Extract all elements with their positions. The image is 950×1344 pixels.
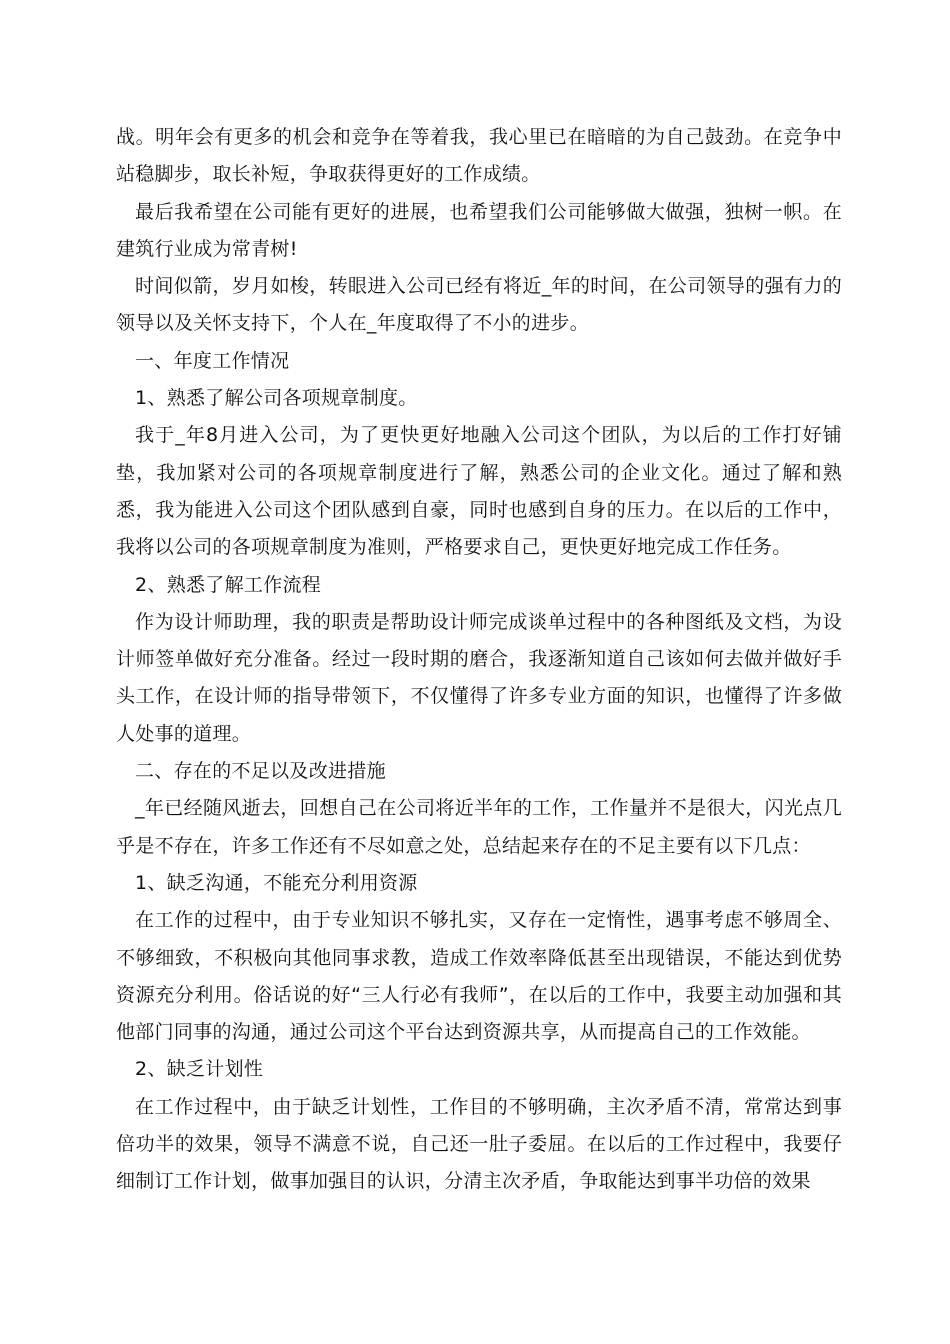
subheading-rules: 1、熟悉了解公司各项规章制度。	[135, 387, 418, 410]
document-body	[116, 119, 842, 1201]
paragraph-rules: 我于_年8月进入公司，为了更快更好地融入公司这个团队，为以后的工作打好铺垫，我加紧对公司的各项规章制度进行了解，熟悉公司的企业文化。通过了解和熟悉，我为能进入公司这个团队感到自豪，同时也感到自身的压力。在以后的工作中，我将以公司的各项规章制度为准则，严格要求自己，更快更好地完成工作任务。	[116, 424, 842, 559]
paragraph-intro: 时间似箭，岁月如梭，转眼进入公司已经有将近_年的时间，在公司领导的强有力的领导以及关怀支持下，个人在_年度取得了不小的进步。	[116, 275, 842, 335]
section-heading-shortcomings: 二、存在的不足以及改进措施	[135, 760, 386, 783]
paragraph-closing-wish: 最后我希望在公司能有更好的进展，也希望我们公司能够做大做强，独树一帜。在建筑行业成为常青树!	[116, 200, 842, 260]
subheading-workflow: 2、熟悉了解工作流程	[135, 573, 322, 596]
paragraph-workflow: 作为设计师助理，我的职责是帮助设计师完成谈单过程中的各种图纸及文档，为设计师签单做好充分准备。经过一段时期的磨合，我逐渐知道自己该如何去做并做好手头工作，在设计师的指导带领下，不仅懂得了许多专业方面的知识，也懂得了许多做人处事的道理。	[116, 610, 842, 745]
subheading-planning: 2、缺乏计划性	[135, 1058, 264, 1081]
paragraph-communication: 在工作的过程中，由于专业知识不够扎实，又存在一定惰性，遇事考虑不够周全、不够细致，不积极向其他同事求教，造成工作效率降低甚至出现错误，不能达到优势资源充分利用。俗话说的好“三人行必有我师”，在以后的工作中，我要主动加强和其他部门同事的沟通，通过公司这个平台达到资源共享，从而提高自己的工作效能。	[116, 909, 842, 1044]
paragraph-planning: 在工作过程中，由于缺乏计划性，工作目的不够明确，主次矛盾不清，常常达到事倍功半的效果，领导不满意不说，自己还一肚子委屈。在以后的工作过程中，我要仔细制订工作计划，做事加强目的认识，分清主次矛盾，争取能达到事半功倍的效果	[116, 1095, 842, 1193]
section-heading-annual-work: 一、年度工作情况	[135, 349, 290, 372]
paragraph-continuation: 战。明年会有更多的机会和竞争在等着我，我心里已在暗暗的为自己鼓劲。在竞争中站稳脚步，取长补短，争取获得更好的工作成绩。	[116, 126, 842, 186]
paragraph-shortcomings: _年已经随风逝去，回想自己在公司将近半年的工作，工作量并不是很大，闪光点几乎是不存在，许多工作还有不尽如意之处，总结起来存在的不足主要有以下几点：	[116, 797, 842, 857]
subheading-communication: 1、缺乏沟通，不能充分利用资源	[135, 871, 418, 894]
